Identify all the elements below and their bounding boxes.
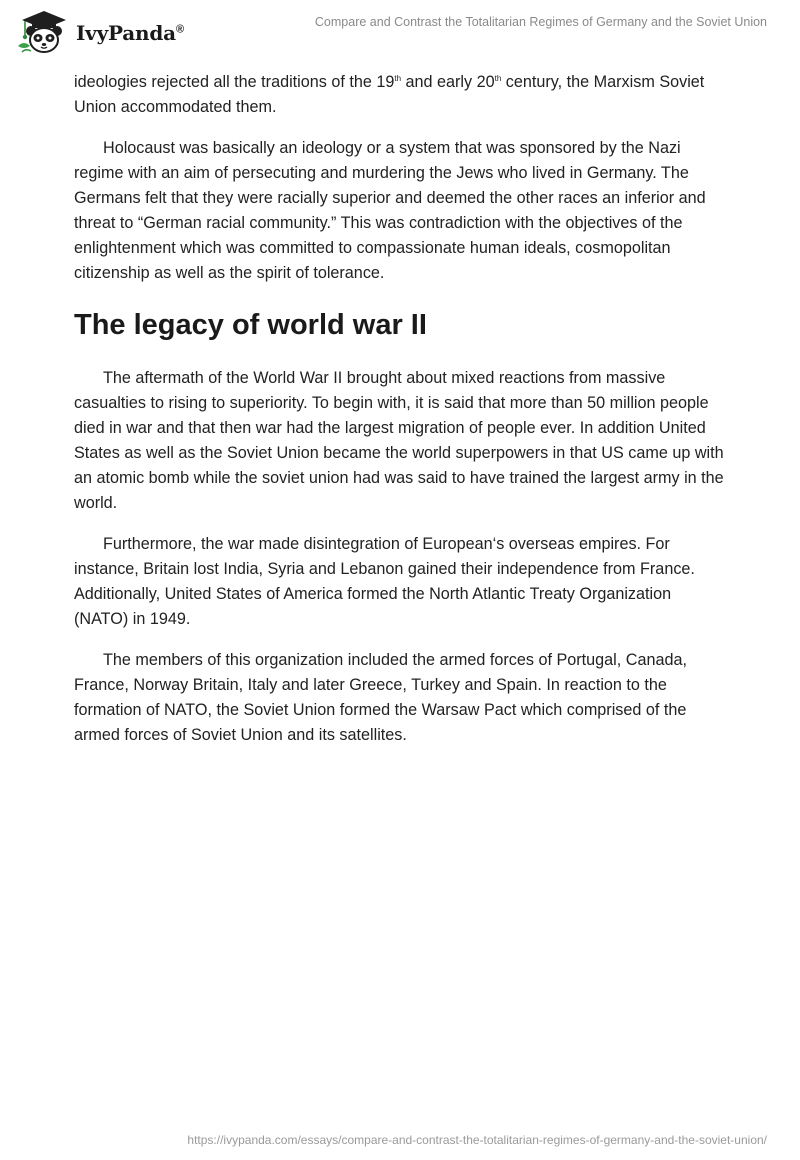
paragraph-5: The members of this organization included the armed forces of Portugal, Canada, France, Norway Britain, Italy and later Greece, Turkey and Spain. In reaction to the formation of NATO, the Soviet Union formed the Warsaw Pact which comprised of the armed forces of Soviet Union and its satellites. (74, 651, 687, 744)
brand-name: IvyPanda® (76, 21, 184, 45)
superscript-th: th (494, 74, 502, 83)
registered-mark: ® (175, 23, 184, 36)
paragraph-2: Holocaust was basically an ideology or a system that was sponsored by the Nazi regime with an aim of persecuting and murdering the Jews who lived in Germany. The Germans felt that they were racially superior and deemed the other races an inferior and threat to “German racial community.” This was contradiction with the objectives of the enlightenment which was committed to compassionate human ideals, cosmopolitan citizenship as well as the spirit of tolerance. (74, 139, 706, 282)
superscript-th: th (394, 74, 402, 83)
page-header (0, 0, 800, 62)
panda-graduation-cap-icon (14, 8, 70, 54)
document-title: Compare and Contrast the Totalitarian Regimes of Germany and the Soviet Union (314, 15, 767, 29)
paragraph-1: ideologies rejected all the traditions of the 19th and early 20th century, the Marxism Soviet Union accommodated them. (74, 73, 705, 116)
section-heading: The legacy of world war II (74, 309, 427, 341)
paragraph-4: Furthermore, the war made disintegration of European‘s overseas empires. For instance, Britain lost India, Syria and Lebanon gained their independence from France. Additionally, United States of America formed the North Atlantic Treaty Organization (NATO) in 1949. (74, 535, 695, 628)
paragraph-3: The aftermath of the World War II brought about mixed reactions from massive casualties to rising to superiority. To begin with, it is said that more than 50 million people died in war and that then war had the largest migration of people ever. In addition United States as well as the Soviet Union became the world superpowers in that US came up with an atomic bomb while the soviet union had was said to have trained the largest army in the world. (74, 369, 724, 512)
ivypanda-logo[interactable] (14, 8, 184, 54)
source-url-link[interactable]: https://ivypanda.com/essays/compare-and-contrast-the-totalitarian-regimes-of-germany-and-the-soviet-union/ (187, 1133, 767, 1147)
essay-content (74, 70, 724, 764)
